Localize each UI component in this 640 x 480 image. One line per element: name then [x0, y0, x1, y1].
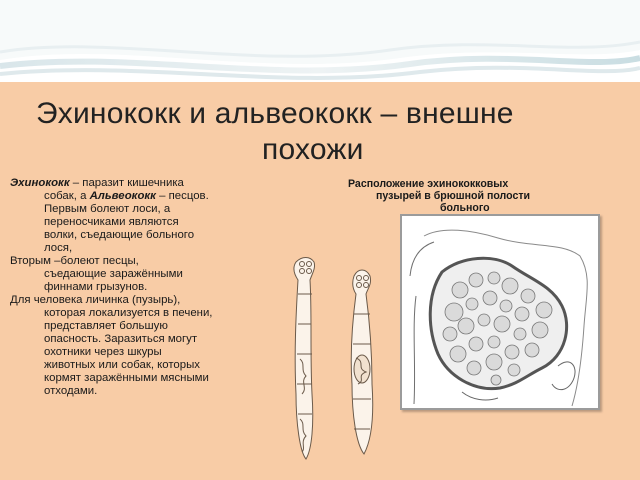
header-band: [0, 0, 640, 88]
term-echinococcus: Эхинококк: [10, 177, 70, 189]
text-line: Первым болеют лоси, а: [44, 203, 171, 215]
text-line: которая локализуется в печени,: [44, 307, 213, 319]
text-line: финнами грызунов.: [44, 281, 148, 293]
paragraph-1: [10, 177, 286, 255]
text-run: собак, а: [44, 190, 90, 202]
text-line: животных или собак, которых: [44, 359, 200, 371]
paragraph-3: [10, 294, 286, 398]
text-line: Для человека личинка (пузырь),: [10, 294, 181, 306]
text-line: лося,: [44, 242, 73, 254]
text-line: кормят заражёнными мясными: [44, 372, 209, 384]
caption-line: больного: [440, 202, 490, 214]
title-line-1: Эхинококк и альвеококк – внешне: [36, 97, 514, 130]
text-line: переносчиками являются: [44, 216, 179, 228]
text-run: – песцов.: [155, 190, 209, 202]
text-line: опасность. Заразиться могут: [44, 333, 198, 345]
description-text: [10, 177, 286, 398]
text-line: отходами.: [44, 385, 98, 397]
text-line: волки, съедающие больного: [44, 229, 195, 241]
text-line: Вторым –болеют песцы,: [10, 255, 139, 267]
text-run: – паразит кишечника: [69, 177, 184, 189]
paragraph-2: [10, 255, 286, 294]
caption-line: пузырей в брюшной полости: [376, 190, 531, 202]
text-line: представляет большую: [44, 320, 168, 332]
tapeworm-illustration: [282, 254, 400, 464]
slide-title: [36, 96, 616, 168]
abdominal-cavity-illustration: [400, 214, 600, 410]
term-alveococcus: Альвеококк: [89, 190, 156, 202]
text-line: съедающие заражёнными: [44, 268, 183, 280]
title-line-2: похожи: [262, 133, 364, 166]
illustration-caption: [348, 178, 618, 214]
text-line: охотники через шкуры: [44, 346, 162, 358]
caption-line: Расположение эхинококковых: [348, 178, 509, 190]
decorative-wave-graphic: [0, 0, 640, 88]
